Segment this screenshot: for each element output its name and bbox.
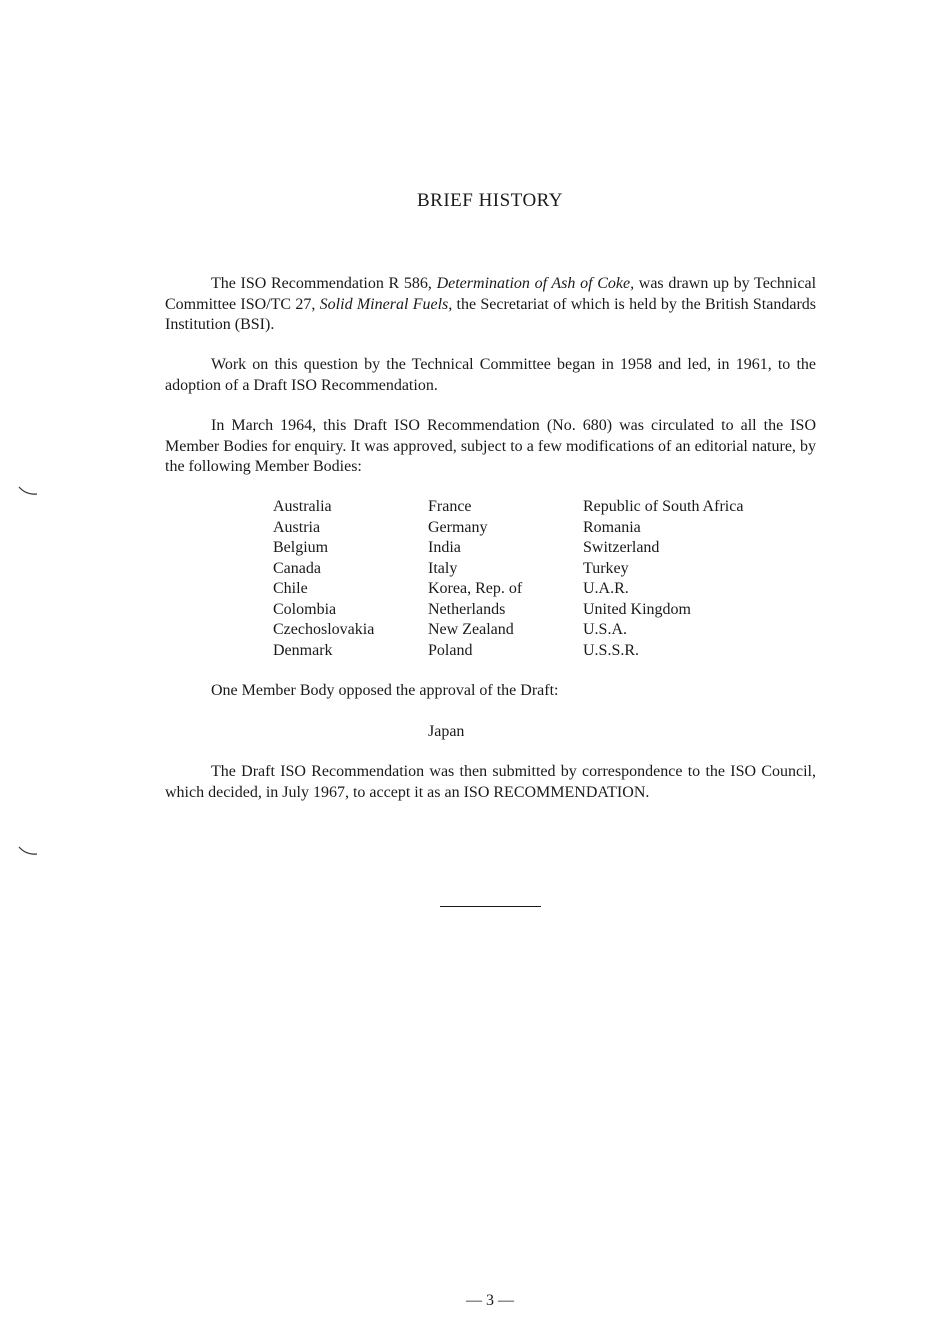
country: Italy: [428, 559, 458, 577]
country: U.S.A.: [583, 621, 628, 638]
country: Korea, Rep. of: [428, 580, 523, 597]
country: Chile: [273, 580, 308, 597]
para1-text-b: was drawn up by Technical Committee ISO/TC 27,: [165, 275, 817, 313]
opposing-country: Japan: [428, 723, 465, 740]
country: Austria: [273, 518, 321, 536]
country: U.A.R.: [583, 580, 629, 597]
country: Switzerland: [583, 539, 660, 556]
country: France: [428, 498, 472, 515]
country-column-3: [583, 497, 743, 661]
country: Denmark: [273, 641, 333, 659]
country: Poland: [428, 641, 473, 659]
country: Netherlands: [428, 600, 506, 618]
country: Belgium: [273, 539, 329, 556]
country: Turkey: [583, 559, 629, 577]
country: Canada: [273, 559, 321, 577]
punch-hole-mark: [18, 486, 38, 496]
para4-text: The Draft ISO Recommendation was then submitted by correspondence to the ISO Council, which decided, in July 1967, to accept it as an ISO RECOMMENDATION.: [165, 763, 816, 801]
country: United Kingdom: [583, 600, 691, 618]
country: Czechoslovakia: [273, 621, 375, 638]
para2-text: Work on this question by the Technical Committee began in 1958 and led, in 1961, to the adoption of a Draft ISO Recommendation.: [165, 356, 816, 394]
paragraph-origin: [165, 274, 816, 336]
country: Republic of South Africa: [583, 498, 744, 515]
paragraph-acceptance: [165, 762, 816, 803]
punch-hole-mark: [18, 846, 38, 856]
opposed-statement: One Member Body opposed the approval of the Draft:: [211, 682, 559, 699]
country: Colombia: [273, 600, 337, 618]
country-column-1: [273, 497, 374, 661]
country: U.S.S.R.: [583, 641, 640, 659]
page-title: BRIEF HISTORY: [416, 190, 564, 211]
country: Romania: [583, 518, 641, 536]
country: Germany: [428, 518, 488, 536]
paragraph-enquiry: [165, 416, 816, 478]
country: New Zealand: [428, 621, 514, 638]
paragraph-work: [165, 355, 816, 396]
country: Australia: [273, 498, 332, 515]
recommendation-title: Determination of Ash of Coke,: [436, 275, 635, 292]
page-number: — 3 —: [466, 1292, 514, 1309]
section-divider: [440, 906, 541, 907]
para3-text: In March 1964, this Draft ISO Recommendation (No. 680) was circulated to all the ISO Member Bodies for enquiry. It was approved, subject to a few modifications of an editorial nature, by the following Member Bodies:: [165, 417, 816, 475]
para1-text-c: the Secretariat of which is held by the British Standards Institution (BSI).: [165, 295, 817, 333]
para1-text-a: The ISO Recommendation R 586,: [211, 275, 437, 292]
country: India: [428, 539, 461, 556]
country-column-2: [428, 497, 522, 661]
committee-name: Solid Mineral Fuels,: [319, 295, 453, 313]
